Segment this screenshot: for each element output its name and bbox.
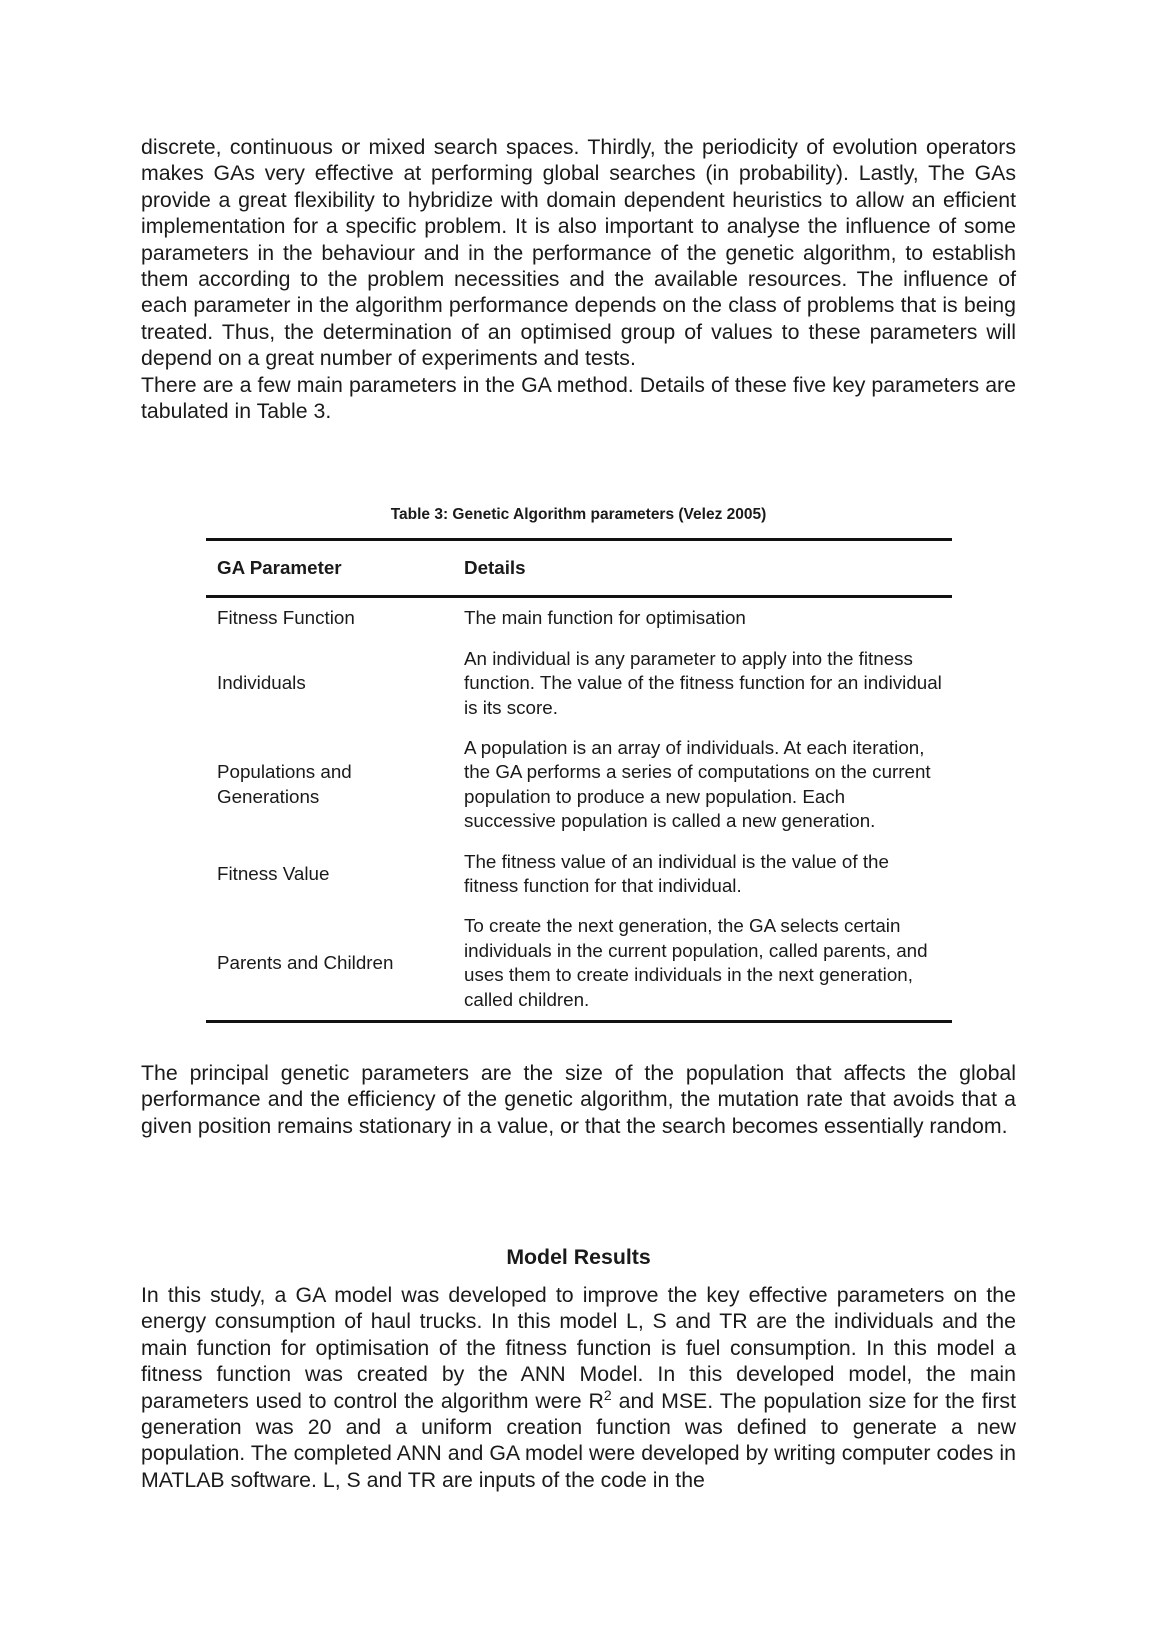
table-reference-paragraph: There are a few main parameters in the GA method. Details of these five key parameters are tabulated in Table 3. bbox=[141, 372, 1016, 424]
table-row bbox=[206, 639, 952, 728]
after-table-block bbox=[141, 1060, 1016, 1139]
parameter-cell: Fitness Function bbox=[217, 607, 355, 629]
ga-parameters-table bbox=[206, 538, 952, 1023]
column-header-parameter: GA Parameter bbox=[217, 557, 342, 578]
details-cell: A population is an array of individuals. At each iteration, the GA performs a series of computations on the current population to produce a new population. Each successive population is called a new generation. bbox=[464, 737, 931, 832]
table-caption: Table 3: Genetic Algorithm parameters (Velez 2005) bbox=[390, 506, 767, 523]
table-header-row bbox=[206, 540, 952, 597]
parameter-cell: Parents and Children bbox=[217, 952, 394, 974]
column-header-details: Details bbox=[464, 557, 526, 578]
after-table-paragraph: The principal genetic parameters are the size of the population that affects the global performance and the efficiency of the genetic algorithm, the mutation rate that avoids that a given position remains stationary in a value, or that the search becomes essentially random. bbox=[141, 1061, 1016, 1138]
details-cell: To create the next generation, the GA selects certain individuals in the current population, called parents, and uses them to create individuals in the next generation, called children. bbox=[464, 915, 928, 1010]
table-row bbox=[206, 906, 952, 1021]
table-row bbox=[206, 597, 952, 639]
parameter-cell: Populations and Generations bbox=[217, 761, 352, 807]
details-cell: The main function for optimisation bbox=[464, 607, 746, 629]
paragraph-text-part-2: and MSE. The population size for the first generation was 20 and a uniform creation function was defined to generate a new population. The completed ANN and GA model were developed by writing computer codes in MATLAB software. L, S and TR are inputs of the code in the bbox=[141, 1388, 1016, 1492]
parameter-cell: Fitness Value bbox=[217, 862, 330, 884]
details-cell: An individual is any parameter to apply into the fitness function. The value of the fitness function for an individual is its score. bbox=[464, 647, 942, 718]
table-row bbox=[206, 842, 952, 907]
intro-paragraph: discrete, continuous or mixed search spaces. Thirdly, the periodicity of evolution operators makes GAs very effective at performing global searches (in probability). Lastly, The GAs provide a great flexibility to hybridize with domain dependent heuristics to allow an efficient implementation for a specific problem. It is also important to analyse the influence of some parameters in the behaviour and in the performance of the genetic algorithm, to establish them according to the problem necessities and the available resources. The influence of each parameter in the algorithm performance depends on the class of problems that is being treated. Thus, the determination of an optimised group of values to these parameters will depend on a great number of experiments and tests. bbox=[141, 135, 1016, 371]
details-cell: The fitness value of an individual is the value of the fitness function for that individual. bbox=[464, 850, 889, 897]
table-row bbox=[206, 728, 952, 842]
model-results-paragraph bbox=[141, 1282, 1016, 1493]
model-results-block bbox=[141, 1282, 1016, 1493]
paragraph-text-part-1: In this study, a GA model was developed to improve the key effective parameters on the energy consumption of haul trucks. In this model L, S and TR are the individuals and the main function for optimisation of the fitness function is fuel consumption. In this model a fitness function was created by the ANN Model. In this developed model, the main parameters used to control the algorithm were R bbox=[141, 1283, 1016, 1413]
section-heading: Model Results bbox=[506, 1245, 651, 1269]
superscript: 2 bbox=[603, 1386, 612, 1403]
parameter-cell: Individuals bbox=[217, 672, 306, 694]
intro-paragraphs bbox=[141, 134, 1016, 424]
